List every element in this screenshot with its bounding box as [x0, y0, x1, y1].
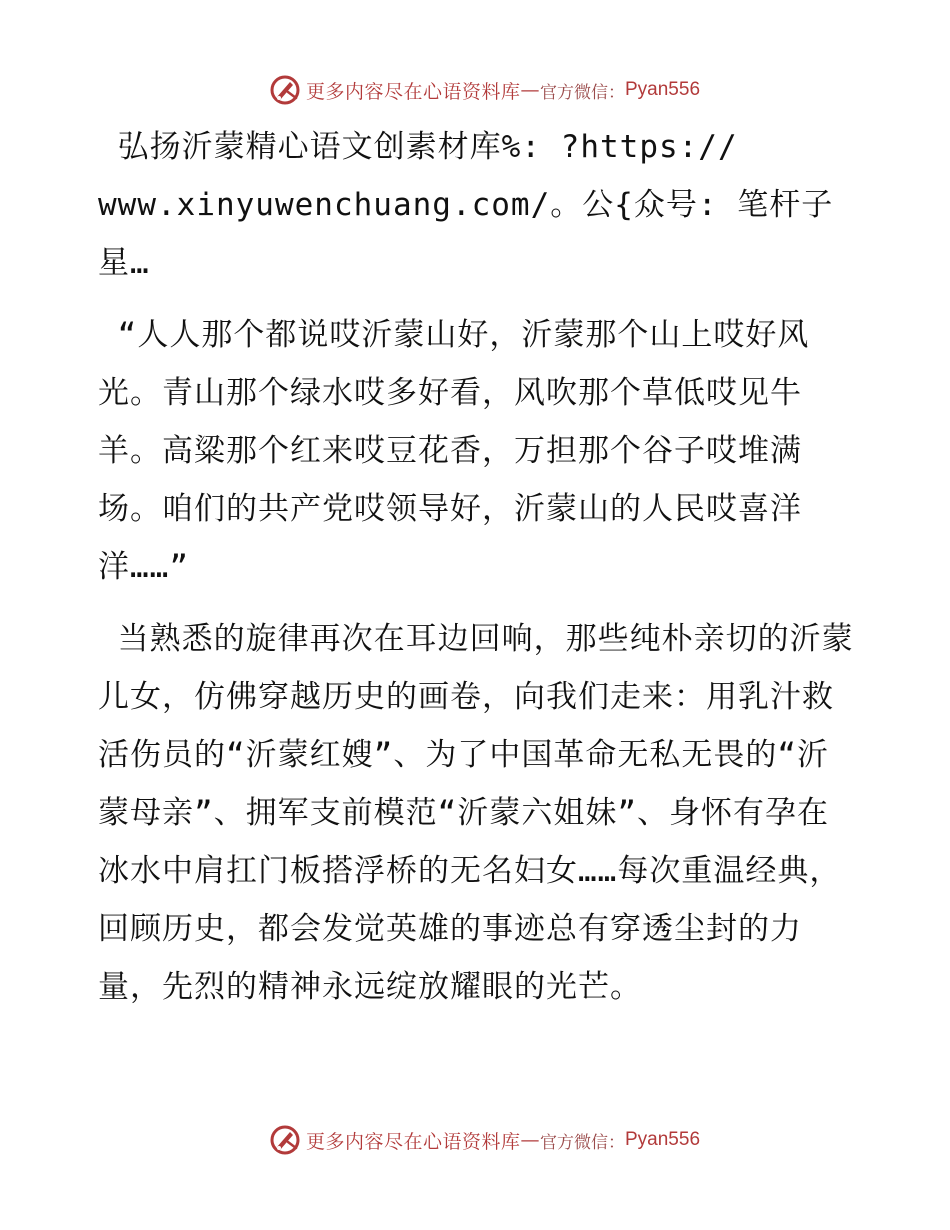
paragraph-song-lyrics: “人人那个都说哎沂蒙山好，沂蒙那个山上哎好风光。青山那个绿水哎多好看，风吹那个草低哎见牛羊。高粱那个红来哎豆花香，万担那个谷子哎堆满场。咱们的共产党哎领导好，沂蒙山的人民哎喜洋洋……” — [98, 317, 810, 585]
banner-wechat-id: Pyan556 — [625, 1129, 701, 1150]
banner-title: 更多内容尽在心语资料库 — [305, 80, 521, 103]
banner-content — [268, 73, 700, 107]
banner-content — [268, 1123, 700, 1157]
quill-pen-logo-icon — [268, 73, 302, 107]
banner-dash: — — [520, 79, 540, 101]
paragraph-yimeng-heroes: 当熟悉的旋律再次在耳边回响，那些纯朴亲切的沂蒙儿女，仿佛穿越历史的画卷，向我们走来：用乳汁救活伤员的“沂蒙红嫂”、为了中国革命无私无畏的“沂蒙母亲”、拥军支前模范“沂蒙六姐妹”、身怀有孕在冰水中肩扛门板搭浮桥的无名妇女……每次重温经典，回顾历史，都会发觉英雄的事迹总有穿透尘封的力量，先烈的精神永远绽放耀眼的光芒。 — [98, 621, 854, 1005]
footer-banner — [0, 1120, 950, 1160]
banner-title: 更多内容尽在心语资料库 — [305, 1130, 521, 1153]
quill-pen-logo-icon — [268, 1123, 302, 1157]
banner-wechat-label: 官方微信： — [540, 1132, 625, 1153]
paragraph-source-notice: 弘扬沂蒙精心语文创素材库%: ?https:// www.xinyuwenchuang.com/。公{众号: 笔杆子星… — [98, 129, 834, 281]
document-body — [98, 118, 858, 1016]
banner-wechat-id: Pyan556 — [625, 79, 701, 100]
banner-wechat-label: 官方微信： — [540, 82, 625, 103]
header-banner — [0, 70, 950, 110]
banner-dash: — — [520, 1129, 540, 1151]
